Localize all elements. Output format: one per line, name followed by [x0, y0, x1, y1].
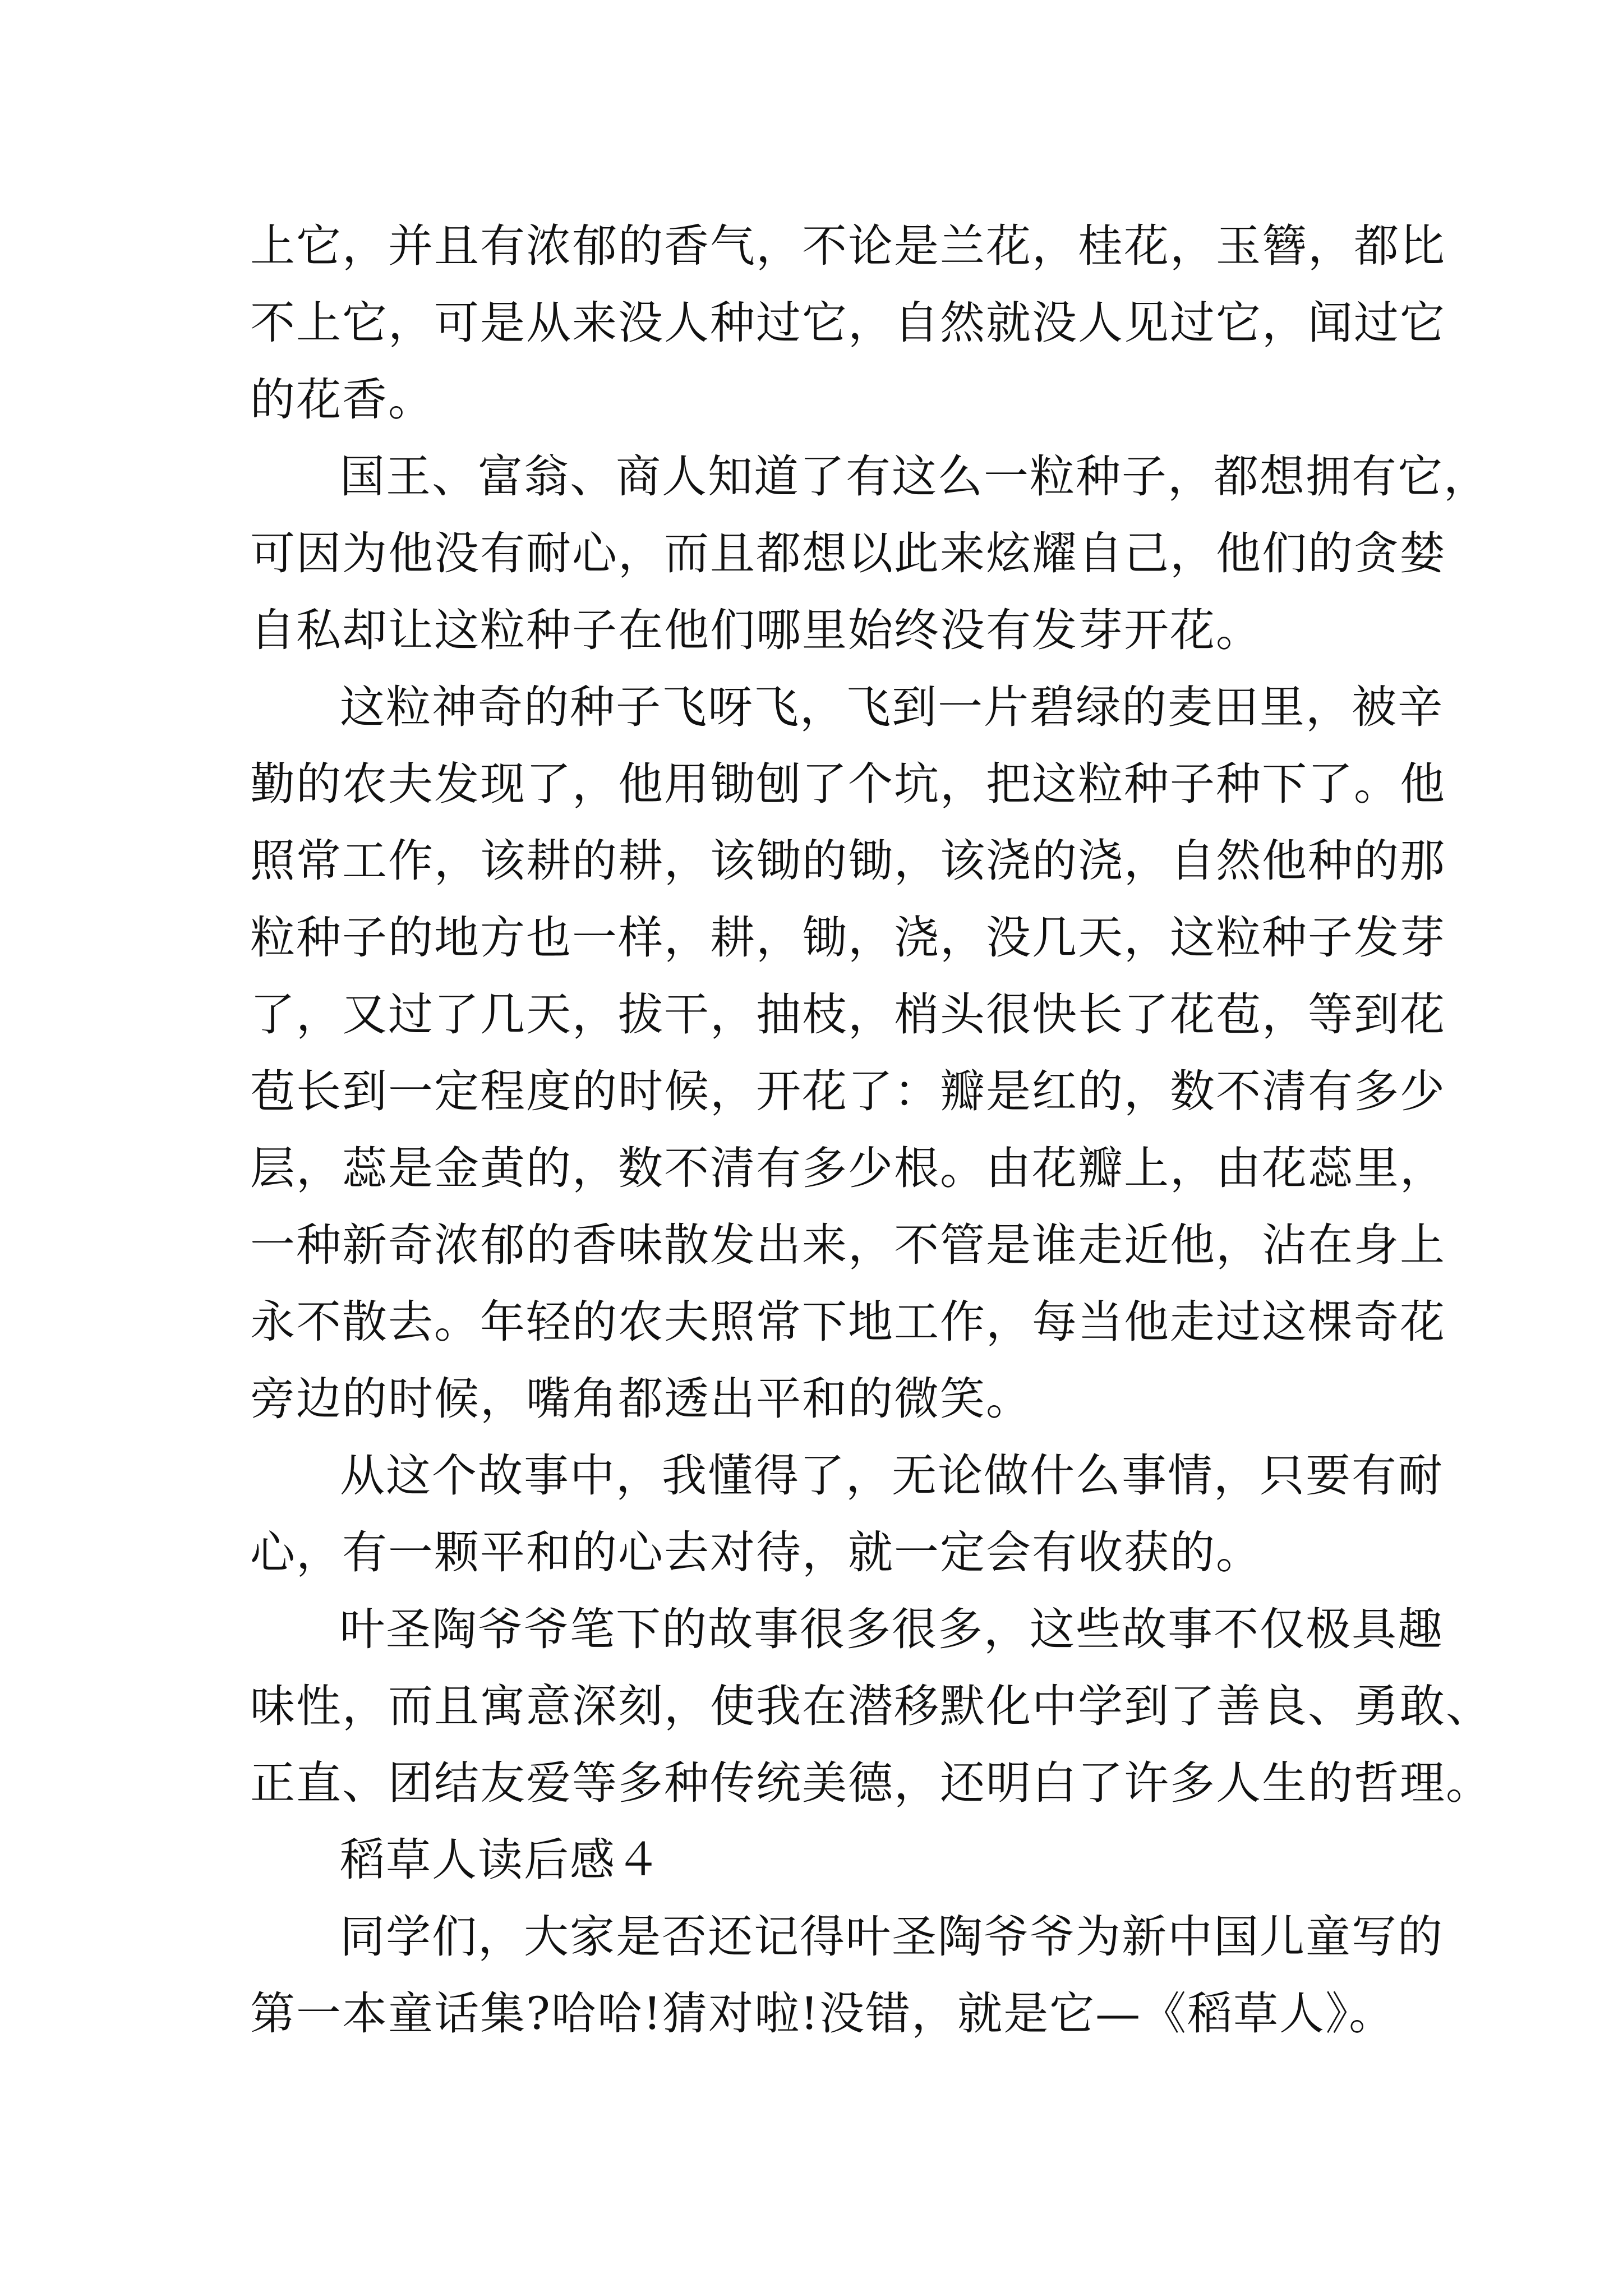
paragraph-first-line: 叶圣陶爷爷笔下的故事很多很多，这些故事不仅极具趣 [340, 1603, 1444, 1655]
text-line: 不上它，可是从来没人种过它，自然就没人见过它，闻过它 [250, 297, 1446, 349]
text-line: 正直、团结友爱等多种传统美德，还明白了许多人生的哲理。 [250, 1757, 1492, 1809]
text-line: 了，又过了几天，拔干，抽枝，梢头很快长了花苞，等到花 [250, 988, 1446, 1041]
paragraph-first-line: 同学们，大家是否还记得叶圣陶爷爷为新中国儿童写的 [340, 1911, 1444, 1963]
document-body [250, 208, 1492, 2052]
text-line: 一种新奇浓郁的香味散发出来，不管是谁走近他，沾在身上 [250, 1219, 1446, 1271]
text-line: 自私却让这粒种子在他们哪里始终没有发芽开花。 [250, 604, 1262, 656]
text-line: 层，蕊是金黄的，数不清有多少根。由花瓣上，由花蕊里， [250, 1142, 1446, 1194]
text-line: 心，有一颗平和的心去对待，就一定会有收获的。 [250, 1526, 1262, 1579]
paragraph-first-line: 国王、富翁、商人知道了有这么一粒种子，都想拥有它， [340, 450, 1490, 503]
paragraph-first-line: 这粒神奇的种子飞呀飞，飞到一片碧绿的麦田里，被辛 [340, 681, 1444, 733]
text-line: 粒种子的地方也一样，耕，锄，浇，没几天，这粒种子发芽 [250, 912, 1446, 964]
text-line: 第一本童话集?哈哈!猜对啦!没错，就是它—《稻草人》。 [250, 1987, 1395, 2040]
text-line: 照常工作，该耕的耕，该锄的锄，该浇的浇，自然他种的那 [250, 835, 1446, 887]
text-line: 勤的农夫发现了，他用锄刨了个坑，把这粒种子种下了。他 [250, 758, 1446, 810]
section-heading: 稻草人读后感４ [340, 1834, 662, 1886]
paragraph-first-line: 从这个故事中，我懂得了，无论做什么事情，只要有耐 [340, 1450, 1444, 1502]
text-line: 味性，而且寓意深刻，使我在潜移默化中学到了善良、勇敢、 [250, 1680, 1492, 1732]
text-line: 旁边的时候，嘴角都透出平和的微笑。 [250, 1373, 1032, 1425]
text-line: 苞长到一定程度的时候，开花了：瓣是红的，数不清有多少 [250, 1065, 1446, 1117]
text-line: 可因为他没有耐心，而且都想以此来炫耀自己，他们的贪婪 [250, 527, 1446, 579]
text-line: 的花香。 [250, 374, 434, 426]
text-line: 永不散去。年轻的农夫照常下地工作，每当他走过这棵奇花 [250, 1296, 1446, 1348]
text-line: 上它，并且有浓郁的香气，不论是兰花，桂花，玉簪，都比 [250, 220, 1446, 272]
